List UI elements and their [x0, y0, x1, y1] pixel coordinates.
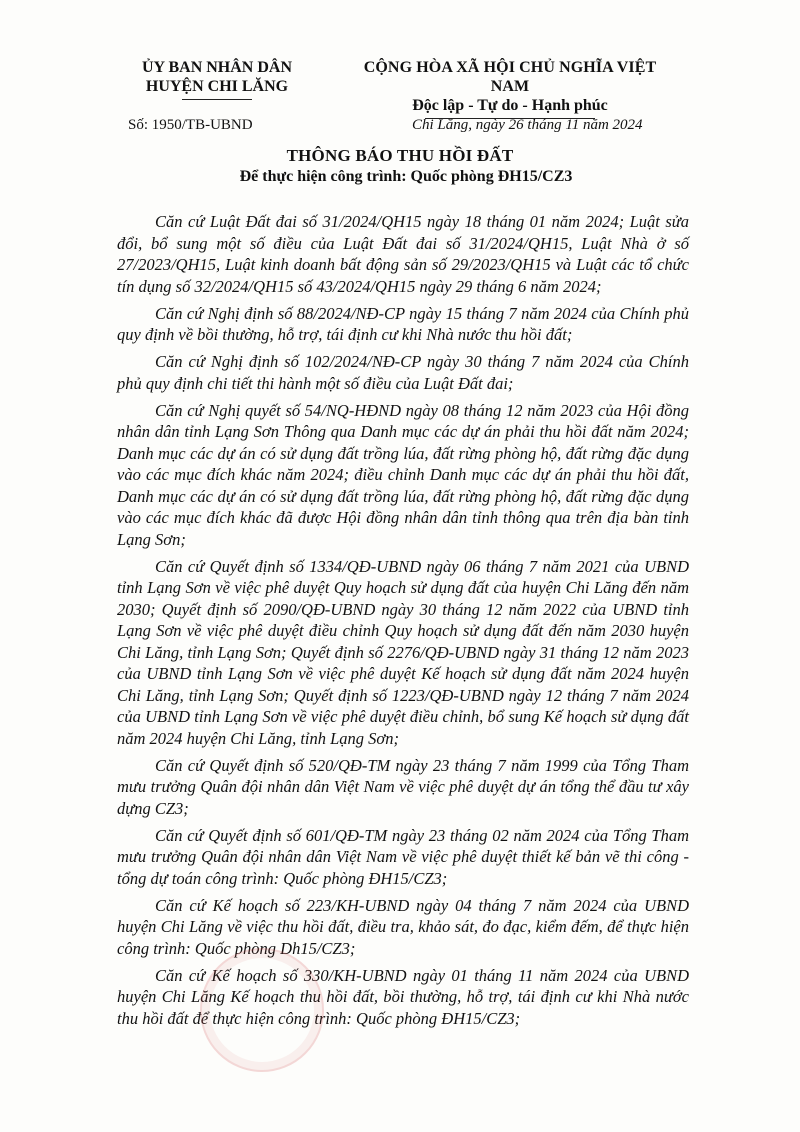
legal-basis-paragraph: Căn cứ Quyết định số 520/QĐ-TM ngày 23 tháng 7 năm 1999 của Tổng Tham mưu trưởng Quân đội nhân dân Việt Nam về việc phê duyệt dự án tổng thể đầu tư xây dựng CZ3;: [117, 755, 689, 818]
national-motto: [345, 58, 675, 119]
legal-basis-paragraph: Căn cứ Luật Đất đai số 31/2024/QH15 ngày 18 tháng 01 năm 2024; Luật sửa đổi, bổ sung một số điều của Luật Đất đai số 31/2024/QH15, Luật Nhà ở số 27/2023/QH15, Luật kinh doanh bất động sản số 29/2023/QH15 và Luật các tổ chức tín dụng số 32/2024/QH15 số 43/2024/QH15 ngày 29 tháng 6 năm 2024;: [117, 212, 689, 296]
legal-basis-paragraph: Căn cứ Nghị quyết số 54/NQ-HĐND ngày 08 tháng 12 năm 2023 của Hội đồng nhân dân tỉnh Lạng Sơn Thông qua Danh mục các dự án phải thu hồi đất năm 2024; Danh mục các dự án có sử dụng đất trồng lúa, đất rừng phòng hộ, đất rừng đặc dụng vào các mục đích khác năm 2024; điều chỉnh Danh mục các dự án phải thu hồi đất, Danh mục các dự án có sử dụng đất trồng lúa, đất rừng phòng hộ, đất rừng đặc dụng vào các mục đích khác đã được Hội đồng nhân dân tỉnh thông qua trên địa bàn tỉnh Lạng Sơn;: [117, 400, 689, 549]
motto: Độc lập - Tự do - Hạnh phúc: [412, 97, 608, 114]
authority-line-2: HUYỆN CHI LĂNG: [145, 78, 289, 95]
legal-basis-paragraph: Căn cứ Kế hoạch số 223/KH-UBND ngày 04 tháng 7 năm 2024 của UBND huyện Chi Lăng về việc thu hồi đất, điều tra, khảo sát, đo đạc, kiểm đếm, để thực hiện công trình: Quốc phòng Dh15/CZ3;: [117, 895, 689, 958]
document-body: [117, 211, 689, 1035]
authority-underline: [182, 99, 252, 100]
faint-red-seal: [200, 948, 324, 1072]
document-title: THÔNG BÁO THU HỒI ĐẤT: [286, 146, 514, 165]
document-subtitle: Để thực hiện công trình: Quốc phòng ĐH15/CZ3: [239, 168, 573, 185]
legal-basis-paragraph: Căn cứ Kế hoạch số 330/KH-UBND ngày 01 tháng 11 năm 2024 của UBND huyện Chi Lăng Kế hoạch thu hồi đất, bồi thường, hỗ trợ, tái định cư khi Nhà nước thu hồi đất để thực hiện công trình: Quốc phòng ĐH15/CZ3;: [117, 965, 689, 1028]
legal-basis-paragraph: Căn cứ Quyết định số 601/QĐ-TM ngày 23 tháng 02 năm 2024 của Tổng Tham mưu trưởng Quân đội nhân dân Việt Nam về việc phê duyệt thiết kế bản vẽ thi công - tổng dự toán công trình: Quốc phòng ĐH15/CZ3;: [117, 825, 689, 888]
authority-line-1: ỦY BAN NHÂN DÂN: [141, 59, 293, 76]
issue-date: Chi Lăng, ngày 26 tháng 11 năm 2024: [412, 117, 643, 133]
legal-basis-paragraph: Căn cứ Nghị định số 102/2024/NĐ-CP ngày 30 tháng 7 năm 2024 của Chính phủ quy định chi tiết thi hành một số điều của Luật Đất đai;: [117, 352, 689, 393]
nation-name: CỘNG HÒA XÃ HỘI CHỦ NGHĨA VIỆT NAM: [363, 59, 657, 95]
legal-basis-paragraph: Căn cứ Nghị định số 88/2024/NĐ-CP ngày 15 tháng 7 năm 2024 của Chính phủ quy định về bồi thường, hỗ trợ, tái định cư khi Nhà nước thu hồi đất;: [117, 303, 689, 344]
issuing-authority: [112, 58, 322, 100]
legal-basis-paragraph: Căn cứ Quyết định số 1334/QĐ-UBND ngày 06 tháng 7 năm 2021 của UBND tỉnh Lạng Sơn về việc phê duyệt Quy hoạch sử dụng đất của huyện Chi Lăng đến năm 2030; Quyết định số 2090/QĐ-UBND ngày 30 tháng 12 năm 2022 của UBND tỉnh Lạng Sơn về việc phê duyệt điều chỉnh Quy hoạch sử dụng đất đến năm 2030 huyện Chi Lăng, tỉnh Lạng Sơn; Quyết định số 2276/QĐ-UBND ngày 31 tháng 12 năm 2023 của UBND tỉnh Lạng Sơn về việc phê duyệt Kế hoạch sử dụng đất năm 2024 huyện Chi Lăng, tỉnh Lạng Sơn; Quyết định số 1223/QĐ-UBND ngày 12 tháng 7 năm 2024 của UBND tỉnh Lạng Sơn về việc phê duyệt điều chỉnh, bổ sung Kế hoạch sử dụng đất năm 2024 huyện Chi Lăng, tỉnh Lạng Sơn;: [117, 556, 689, 748]
document-number: Số: 1950/TB-UBND: [128, 117, 253, 133]
